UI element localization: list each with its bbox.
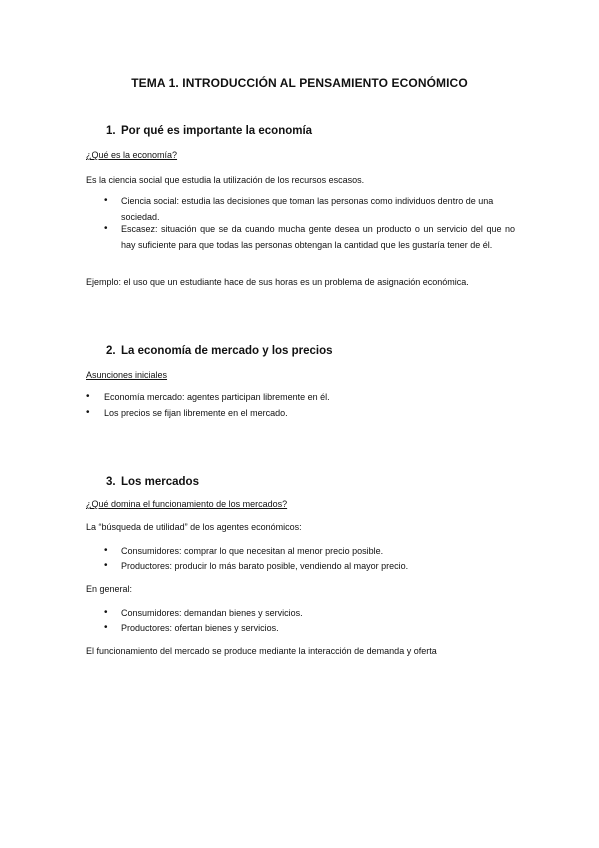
section-3-subheading: ¿Qué domina el funcionamiento de los mercados? [86, 499, 288, 509]
section-1-example: Ejemplo: el uso que un estudiante hace de sus horas es un problema de asignación económica. [86, 277, 469, 287]
section-3-intro: La “búsqueda de utilidad” de los agentes económicos: [86, 522, 302, 532]
section-3-bullet-text: Consumidores: demandan bienes y servicios. [121, 608, 303, 618]
section-2-bullet-text: Los precios se fijan libremente en el mercado. [104, 408, 288, 418]
section-3-general: En general: [86, 584, 133, 594]
section-2-subheading: Asunciones iniciales [86, 370, 168, 380]
bullet-icon: • [104, 607, 108, 618]
section-2-bullet [86, 390, 506, 406]
section-1-intro: Es la ciencia social que estudia la utilización de los recursos escasos. [86, 175, 365, 185]
section-2-title: La economía de mercado y los precios [121, 345, 333, 357]
section-3-title: Los mercados [121, 476, 199, 488]
section-3-bullet [104, 621, 514, 637]
section-3-number: 3. [106, 476, 116, 488]
bullet-icon: • [86, 391, 90, 402]
section-1-bullet [104, 222, 514, 270]
section-1-title: Por qué es importante la economía [121, 125, 313, 137]
section-3-bullet-text: Productores: ofertan bienes y servicios. [121, 623, 279, 633]
section-3-conclusion: El funcionamiento del mercado se produce mediante la interacción de demanda y oferta [86, 646, 437, 656]
bullet-icon: • [86, 407, 90, 418]
section-1-number: 1. [106, 125, 116, 137]
section-1-subheading: ¿Qué es la economía? [86, 150, 178, 160]
section-3-bullet [104, 606, 514, 622]
bullet-icon: • [104, 195, 108, 206]
section-1-bullet-text: Escasez: situación que se da cuando mucha gente desea un producto o un servicio del que no hay suficiente para que todas las personas obtengan la cantidad que les gustaría tener de él. [121, 224, 515, 250]
bullet-icon: • [104, 223, 108, 234]
bullet-icon: • [104, 622, 108, 633]
section-3-bullet [104, 559, 514, 575]
page-title: TEMA 1. INTRODUCCIÓN AL PENSAMIENTO ECONÓMICO [131, 76, 468, 90]
section-3-bullet-text: Consumidores: comprar lo que necesitan al menor precio posible. [121, 546, 384, 556]
bullet-icon: • [104, 560, 108, 571]
section-3-bullet-text: Productores: producir lo más barato posible, vendiendo al mayor precio. [121, 561, 409, 571]
section-3-bullet [104, 544, 514, 560]
section-1-bullet-text: Ciencia social: estudia las decisiones que toman las personas como individuos dentro de una sociedad. [121, 196, 494, 222]
section-2-bullet-text: Economía mercado: agentes participan libremente en él. [104, 392, 330, 402]
section-2-number: 2. [106, 345, 116, 357]
section-2-bullet [86, 406, 506, 422]
bullet-icon: • [104, 545, 108, 556]
